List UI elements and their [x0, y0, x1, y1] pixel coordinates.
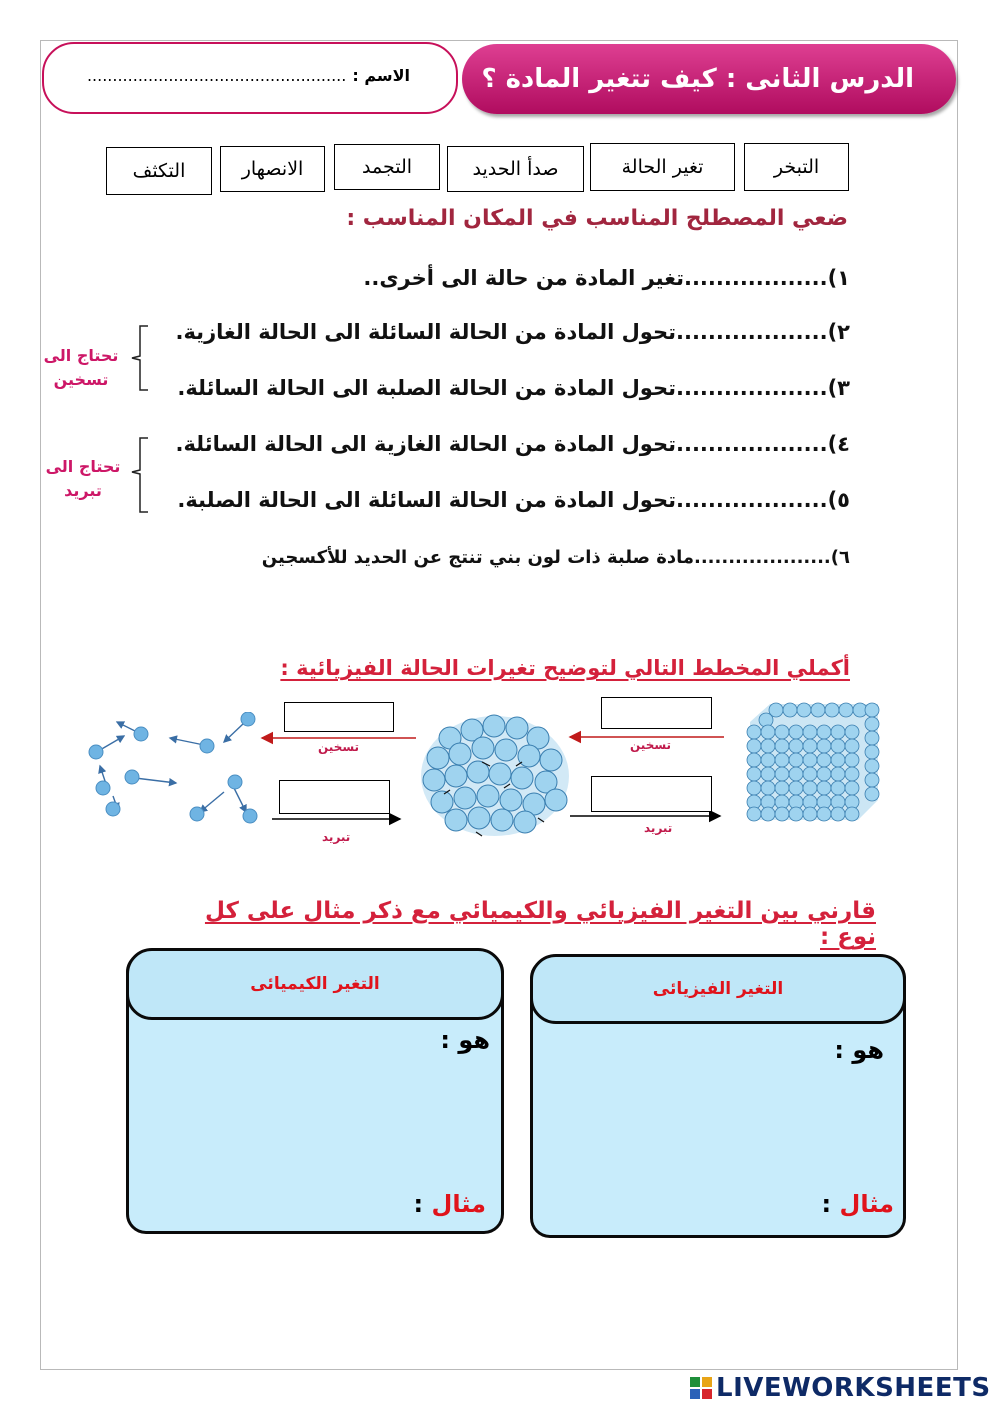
- term-box-evaporation[interactable]: التبخر: [744, 143, 849, 191]
- chemical-example-label: مثال: [431, 1190, 486, 1218]
- physical-example-label: مثال: [839, 1190, 894, 1218]
- physical-change-title: التغير الفيزيائى: [530, 954, 906, 1024]
- question-5: ٥)...................تحول المادة من الحالة السائلة الى الحالة الصلبة.: [177, 488, 850, 512]
- answer-box-liquid-to-solid[interactable]: [591, 776, 712, 812]
- label-cooling-left: تبريد: [322, 830, 351, 844]
- heating-brace: [132, 326, 148, 390]
- term-box-condensation[interactable]: التكثف: [106, 147, 212, 195]
- physical-example-line[interactable]: مثال :: [821, 1190, 894, 1218]
- name-dots: ...................................................: [86, 66, 347, 85]
- note-needs-cooling: [38, 455, 128, 503]
- liveworksheets-logo-icon: [690, 1377, 712, 1399]
- section2-instruction: أكملي المخطط التالي لتوضيح تغيرات الحالة الفيزيائية :: [280, 656, 850, 680]
- note-needs-heating: [36, 344, 126, 392]
- term-box-change-of-state[interactable]: تغير الحالة: [590, 143, 735, 191]
- lesson-title: الدرس الثانى : كيف تتغير المادة ؟: [462, 44, 956, 114]
- term-box-melting[interactable]: الانصهار: [220, 146, 325, 192]
- physical-definition-label: هو: [852, 1036, 884, 1064]
- section3-instruction: قارني بين التغير الفيزيائي والكيميائي مع ذكر مثال على كل نوع :: [204, 898, 876, 950]
- chemical-example-line[interactable]: مثال :: [413, 1190, 486, 1218]
- answer-box-solid-to-liquid[interactable]: [601, 697, 712, 729]
- cooling-brace: [132, 438, 148, 512]
- gas-particles-illustration: [84, 712, 264, 830]
- question-2: ٢)...................تحول المادة من الحالة السائلة الى الحالة الغازية.: [175, 320, 850, 344]
- solid-particles-illustration: [736, 702, 880, 822]
- term-box-freezing[interactable]: التجمد: [334, 144, 440, 190]
- note-heating-line2: تسخين: [53, 370, 109, 389]
- name-label: الاسم :: [352, 66, 410, 85]
- student-name-field[interactable]: [42, 42, 458, 114]
- label-cooling-right: تبريد: [644, 821, 673, 835]
- chemical-definition-line[interactable]: هو :: [440, 1026, 490, 1054]
- note-cooling-line2: تبريد: [64, 481, 102, 500]
- chemical-change-title: التغير الكيميائى: [126, 948, 504, 1020]
- answer-box-gas-to-liquid[interactable]: [279, 780, 390, 814]
- liveworksheets-brand: LIVEWORKSHEETS: [716, 1373, 991, 1403]
- label-heating-right: تسخين: [630, 738, 672, 752]
- label-heating-left: تسخين: [318, 740, 360, 754]
- term-box-rust[interactable]: صدأ الحديد: [447, 146, 584, 192]
- physical-definition-line[interactable]: هو :: [834, 1036, 884, 1064]
- answer-box-liquid-to-gas[interactable]: [284, 702, 394, 732]
- liveworksheets-logo[interactable]: [690, 1372, 990, 1404]
- note-heating-line1: تحتاج الى: [43, 346, 119, 365]
- section1-instruction: ضعي المصطلح المناسب في المكان المناسب :: [346, 206, 848, 231]
- question-4: ٤)...................تحول المادة من الحالة الغازية الى الحالة السائلة.: [175, 432, 850, 456]
- note-cooling-line1: تحتاج الى: [45, 457, 121, 476]
- chemical-definition-label: هو: [458, 1026, 490, 1054]
- question-1: ١)..................تغير المادة من حالة الى أخرى..: [363, 266, 850, 290]
- question-3: ٣)...................تحول المادة من الحالة الصلبة الى الحالة السائلة.: [177, 376, 850, 400]
- question-6: ٦)....................مادة صلبة ذات لون بني تنتج عن الحديد للأكسجين: [261, 547, 850, 568]
